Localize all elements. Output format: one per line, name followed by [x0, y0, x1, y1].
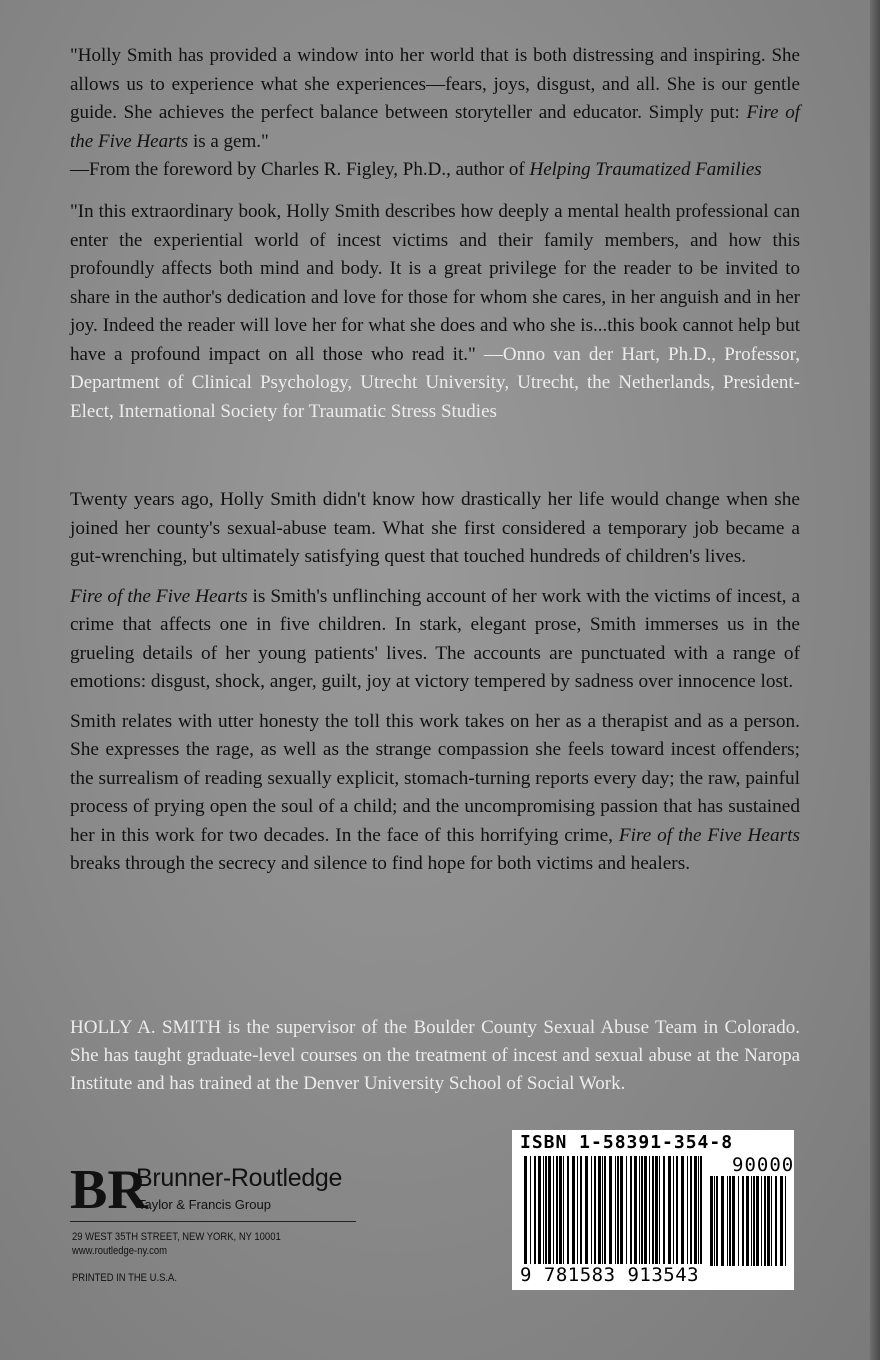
publisher-logo-icon	[70, 1159, 148, 1221]
divider	[70, 1221, 356, 1222]
barcode-bar	[673, 1156, 674, 1264]
book-title: Fire of the Five Hearts	[70, 585, 248, 607]
barcode-bar	[698, 1156, 699, 1264]
barcode-bar	[634, 1156, 637, 1264]
barcode-bar	[690, 1156, 692, 1264]
barcode-bar	[716, 1176, 718, 1266]
barcode-bar	[649, 1156, 650, 1264]
description-paragraph-2: Fire of the Five Hearts is Smith's unflinching account of her work with the victims of incest, a crime that affects one in five children. In stark, elegant prose, Smith immerses us in the grueling details of her young patients' lives. The accounts are punctuated with a range of emotions: disgust, shock, anger, guilt, joy at victory tempered by sadness over innocence lost.	[70, 585, 800, 692]
barcode-bar	[694, 1156, 697, 1264]
barcode-bar	[524, 1156, 527, 1264]
barcode-bar	[729, 1176, 731, 1266]
foreword-quote-text: "Holly Smith has provided a window into her world that is both distressing and inspiring. She allows us to experience what she experiences—fears, joys, disgust, and all. She is our gentle guide. She achieves the perfect balance between storyteller and educator. Simply put: Fire of the Five Hearts is a gem." —From the foreword by Charles R. Figley, Ph.D., author of Helping Traumatized Families	[70, 45, 800, 180]
barcode-bar	[626, 1156, 627, 1264]
barcode-bar	[753, 1176, 755, 1266]
barcode-bar	[572, 1156, 575, 1264]
barcode-bar	[721, 1176, 724, 1266]
isbn-label: ISBN 1-58391-354-8	[520, 1132, 734, 1153]
endorsement-quote-text: "In this extraordinary book, Holly Smith describes how deeply a mental health professional can enter the experiential world of incest victims and their family members, and how this profoundly affects both mind and body. It is a great privilege for the reader to be invited to share in the author's dedication and love for those for whom she cares, in her anguish and in her joy. Indeed the reader will love her for what she does and who she is...this book cannot help but have a profound impact on all those who read it." —Onno van der Hart, Ph.D., Professor, Department of Clinical Psychology, Utrecht University, Utrecht, the Netherlands, President-Elect, International Society for Traumatic Stress Studies	[70, 201, 800, 422]
barcode-bar	[617, 1156, 619, 1264]
barcode-bar	[591, 1156, 592, 1264]
barcode-bar	[700, 1156, 702, 1264]
barcode-bar	[727, 1176, 728, 1266]
barcode-bar	[530, 1156, 531, 1264]
barcode-bar	[604, 1156, 606, 1264]
barcode-bar	[543, 1156, 544, 1264]
barcode-bar	[751, 1176, 752, 1266]
barcode-bar	[668, 1156, 671, 1264]
price-code: 90000	[732, 1154, 795, 1176]
ean-digits: 9 781583 913543	[520, 1264, 700, 1286]
figley-book-title: Helping Traumatized Families	[529, 159, 762, 180]
barcode-bar	[775, 1176, 777, 1266]
barcode-bar	[714, 1176, 715, 1266]
publisher-group: Taylor & Francis Group	[138, 1197, 271, 1212]
barcode-bar	[630, 1156, 632, 1264]
barcode-bar	[780, 1176, 783, 1266]
book-description	[70, 486, 800, 890]
barcode-bar	[767, 1176, 770, 1266]
foreword-attribution: —From the foreword by Charles R. Figley, Ph.D., author of	[70, 159, 530, 180]
barcode-bar	[548, 1156, 551, 1264]
publisher-name: Brunner-Routledge	[136, 1164, 343, 1192]
author-bio-text: HOLLY A. SMITH is the supervisor of the Boulder County Sexual Abuse Team in Colorado. She has taught graduate-level courses on the treatment of incest and sexual abuse at the Naropa Institute and has trained at the Denver University School of Social Work.	[70, 1017, 800, 1094]
addon-bars	[710, 1176, 790, 1270]
barcode-bar	[738, 1176, 739, 1266]
spine-edge	[870, 0, 880, 1360]
book-title: Fire of the Five Hearts	[70, 102, 800, 152]
barcode-bar	[602, 1156, 603, 1264]
barcode-bar	[580, 1156, 582, 1264]
barcode-bar	[641, 1156, 643, 1264]
barcode-bar	[567, 1156, 569, 1264]
author-bio	[70, 1014, 800, 1098]
barcode-bar	[644, 1156, 647, 1264]
barcode-bar	[594, 1156, 596, 1264]
barcode-bar	[598, 1156, 601, 1264]
barcode-bar	[764, 1176, 766, 1266]
barcode-bar	[559, 1156, 562, 1264]
barcode-bar	[676, 1156, 678, 1264]
barcode-bar	[615, 1156, 616, 1264]
barcode-bar	[761, 1176, 762, 1266]
barcode-bar	[538, 1156, 541, 1264]
ean-bars	[524, 1156, 704, 1270]
barcode-bar	[585, 1156, 588, 1264]
barcode-bar	[655, 1156, 658, 1264]
barcode-bar	[785, 1176, 786, 1266]
barcode-bar	[577, 1156, 578, 1264]
barcode-bar	[771, 1176, 772, 1266]
endorsement-affiliation: Department of Clinical Psychology, Utrecht University, Utrecht, the Netherlands, President-Elect, International Society for Traumatic Stress Studies	[70, 372, 800, 422]
barcode-bar	[556, 1156, 558, 1264]
barcode-bar	[563, 1156, 564, 1264]
barcode-bar	[710, 1176, 713, 1266]
barcode-bar	[652, 1156, 654, 1264]
barcode-bar	[620, 1156, 623, 1264]
barcode-bar	[732, 1176, 735, 1266]
barcode-bar	[681, 1156, 684, 1264]
barcode-bar	[553, 1156, 554, 1264]
description-paragraph-1: Twenty years ago, Holly Smith didn't know how drastically her life would change when she joined her county's sexual-abuse team. What she first considered a temporary job became a gut-wrenching, but ultimately satisfying quest that touched hundreds of children's lives.	[70, 489, 800, 567]
barcode-bar	[545, 1156, 547, 1264]
barcode-bar	[659, 1156, 660, 1264]
logo-letters: BR	[70, 1159, 148, 1221]
barcode-bar	[746, 1176, 749, 1266]
barcode-bar	[756, 1176, 759, 1266]
barcode-bar	[663, 1156, 665, 1264]
publisher-address: 29 WEST 35TH STREET, NEW YORK, NY 10001 www.routledge-ny.com	[72, 1231, 281, 1257]
barcode-bar	[742, 1176, 744, 1266]
barcode-bar	[534, 1156, 536, 1264]
publisher-website: www.routledge-ny.com	[72, 1245, 167, 1257]
barcode-bar	[687, 1156, 688, 1264]
barcode-bar	[609, 1156, 612, 1264]
barcode-bar	[639, 1156, 640, 1264]
endorsement-attribution: —Onno van der Hart, Ph.D., Professor,	[483, 343, 800, 365]
isbn-barcode	[512, 1130, 794, 1290]
foreword-quote	[70, 42, 800, 185]
description-paragraph-3: Smith relates with utter honesty the toll this work takes on her as a therapist and as a person. She expresses the rage, as well as the strange compassion she feels toward incest offenders; the surrealism of reading sexually explicit, stomach-turning reports every day; the raw, painful process of prying open the soul of a child; and the uncompromising passion that has sustained her in this work for two decades. In the face of this horrifying crime, Fire of the Five Hearts breaks through the secrecy and silence to find hope for both victims and healers.	[70, 710, 800, 874]
book-title: Fire of the Five Hearts	[618, 824, 800, 846]
printed-in: PRINTED IN THE U.S.A.	[72, 1272, 177, 1284]
endorsement-quote	[70, 198, 800, 426]
